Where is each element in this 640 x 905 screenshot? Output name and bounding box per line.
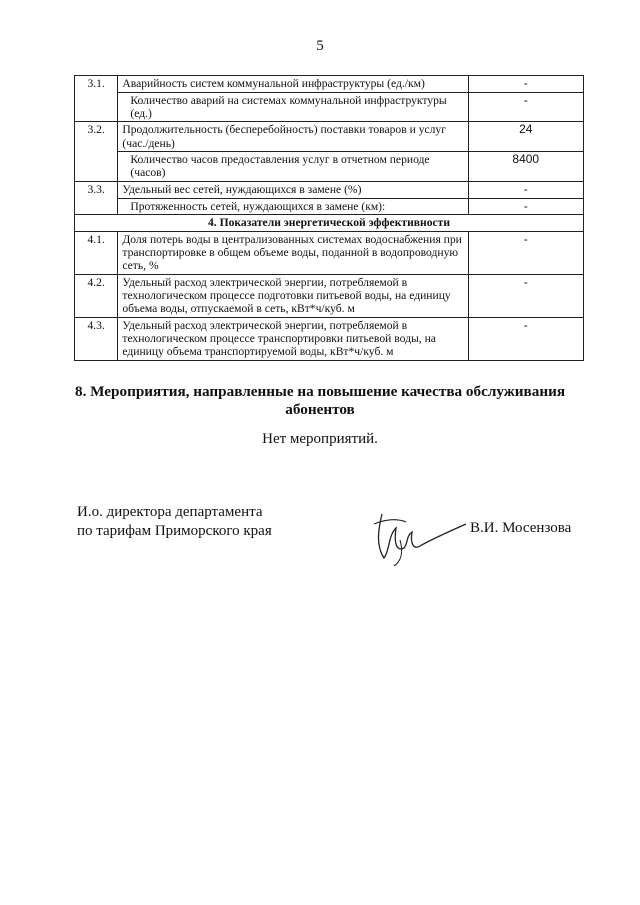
indicator-description: Удельный вес сетей, нуждающихся в замене (%) (118, 181, 468, 198)
indicator-value: - (468, 76, 583, 93)
table-row (75, 92, 584, 122)
indicator-value: - (468, 317, 583, 360)
indicator-description: Доля потерь воды в централизованных системах водоснабжения при транспортировке в общем объеме воды, поданной в водопроводную сеть, % (118, 231, 468, 274)
table-row (75, 181, 584, 198)
row-number: 3.2. (75, 122, 118, 181)
indicator-value: 24 (468, 122, 583, 152)
signer-title-line2: по тарифам Приморского края (77, 523, 272, 540)
page-number: 5 (316, 38, 324, 54)
signer-title (77, 503, 272, 541)
table-row (75, 274, 584, 317)
indicators-table (74, 75, 584, 361)
indicator-value: - (468, 274, 583, 317)
signer-name: В.И. Мосензова (470, 520, 572, 536)
section-4-heading: 4. Показатели энергетической эффективности (75, 215, 584, 231)
signer-title-line1: И.о. директора департамента (77, 504, 263, 520)
row-number: 3.1. (75, 76, 118, 122)
row-number: 4.3. (75, 317, 118, 360)
table-row (75, 122, 584, 152)
indicator-description: Удельный расход электрической энергии, потребляемой в технологическом процессе подготовки питьевой воды, на единицу объема воды, отпускаемой в сеть, кВт*ч/куб. м (118, 274, 468, 317)
row-number: 4.2. (75, 274, 118, 317)
table-row (75, 198, 584, 215)
indicator-description: Количество часов предоставления услуг в отчетном периоде (часов) (118, 152, 468, 182)
indicator-description: Удельный расход электрической энергии, потребляемой в технологическом процессе транспортировки питьевой воды, на единицу объема транспортируемой воды, кВт*ч/куб. м (118, 317, 468, 360)
indicator-value: - (468, 198, 583, 215)
indicator-description: Протяженность сетей, нуждающихся в замене (км): (118, 198, 468, 215)
indicator-description: Аварийность систем коммунальной инфраструктуры (ед./км) (118, 76, 468, 93)
handwritten-signature (360, 500, 470, 570)
section-8-heading: 8. Мероприятия, направленные на повышение качества обслуживания абонентов (74, 383, 566, 418)
table-row (75, 76, 584, 93)
row-number: 4.1. (75, 231, 118, 274)
indicator-value: - (468, 92, 583, 122)
indicator-value: - (468, 231, 583, 274)
table-section-row (75, 215, 584, 231)
indicators-table-body (75, 76, 584, 361)
indicator-description: Количество аварий на системах коммунальной инфраструктуры (ед.) (118, 92, 468, 122)
row-number: 3.3. (75, 181, 118, 215)
table-row (75, 231, 584, 274)
indicator-description: Продолжительность (бесперебойность) поставки товаров и услуг (час./день) (118, 122, 468, 152)
table-row (75, 152, 584, 182)
no-events-text: Нет мероприятий. (262, 431, 378, 447)
table-row (75, 317, 584, 360)
indicator-value: - (468, 181, 583, 198)
indicator-value: 8400 (468, 152, 583, 182)
